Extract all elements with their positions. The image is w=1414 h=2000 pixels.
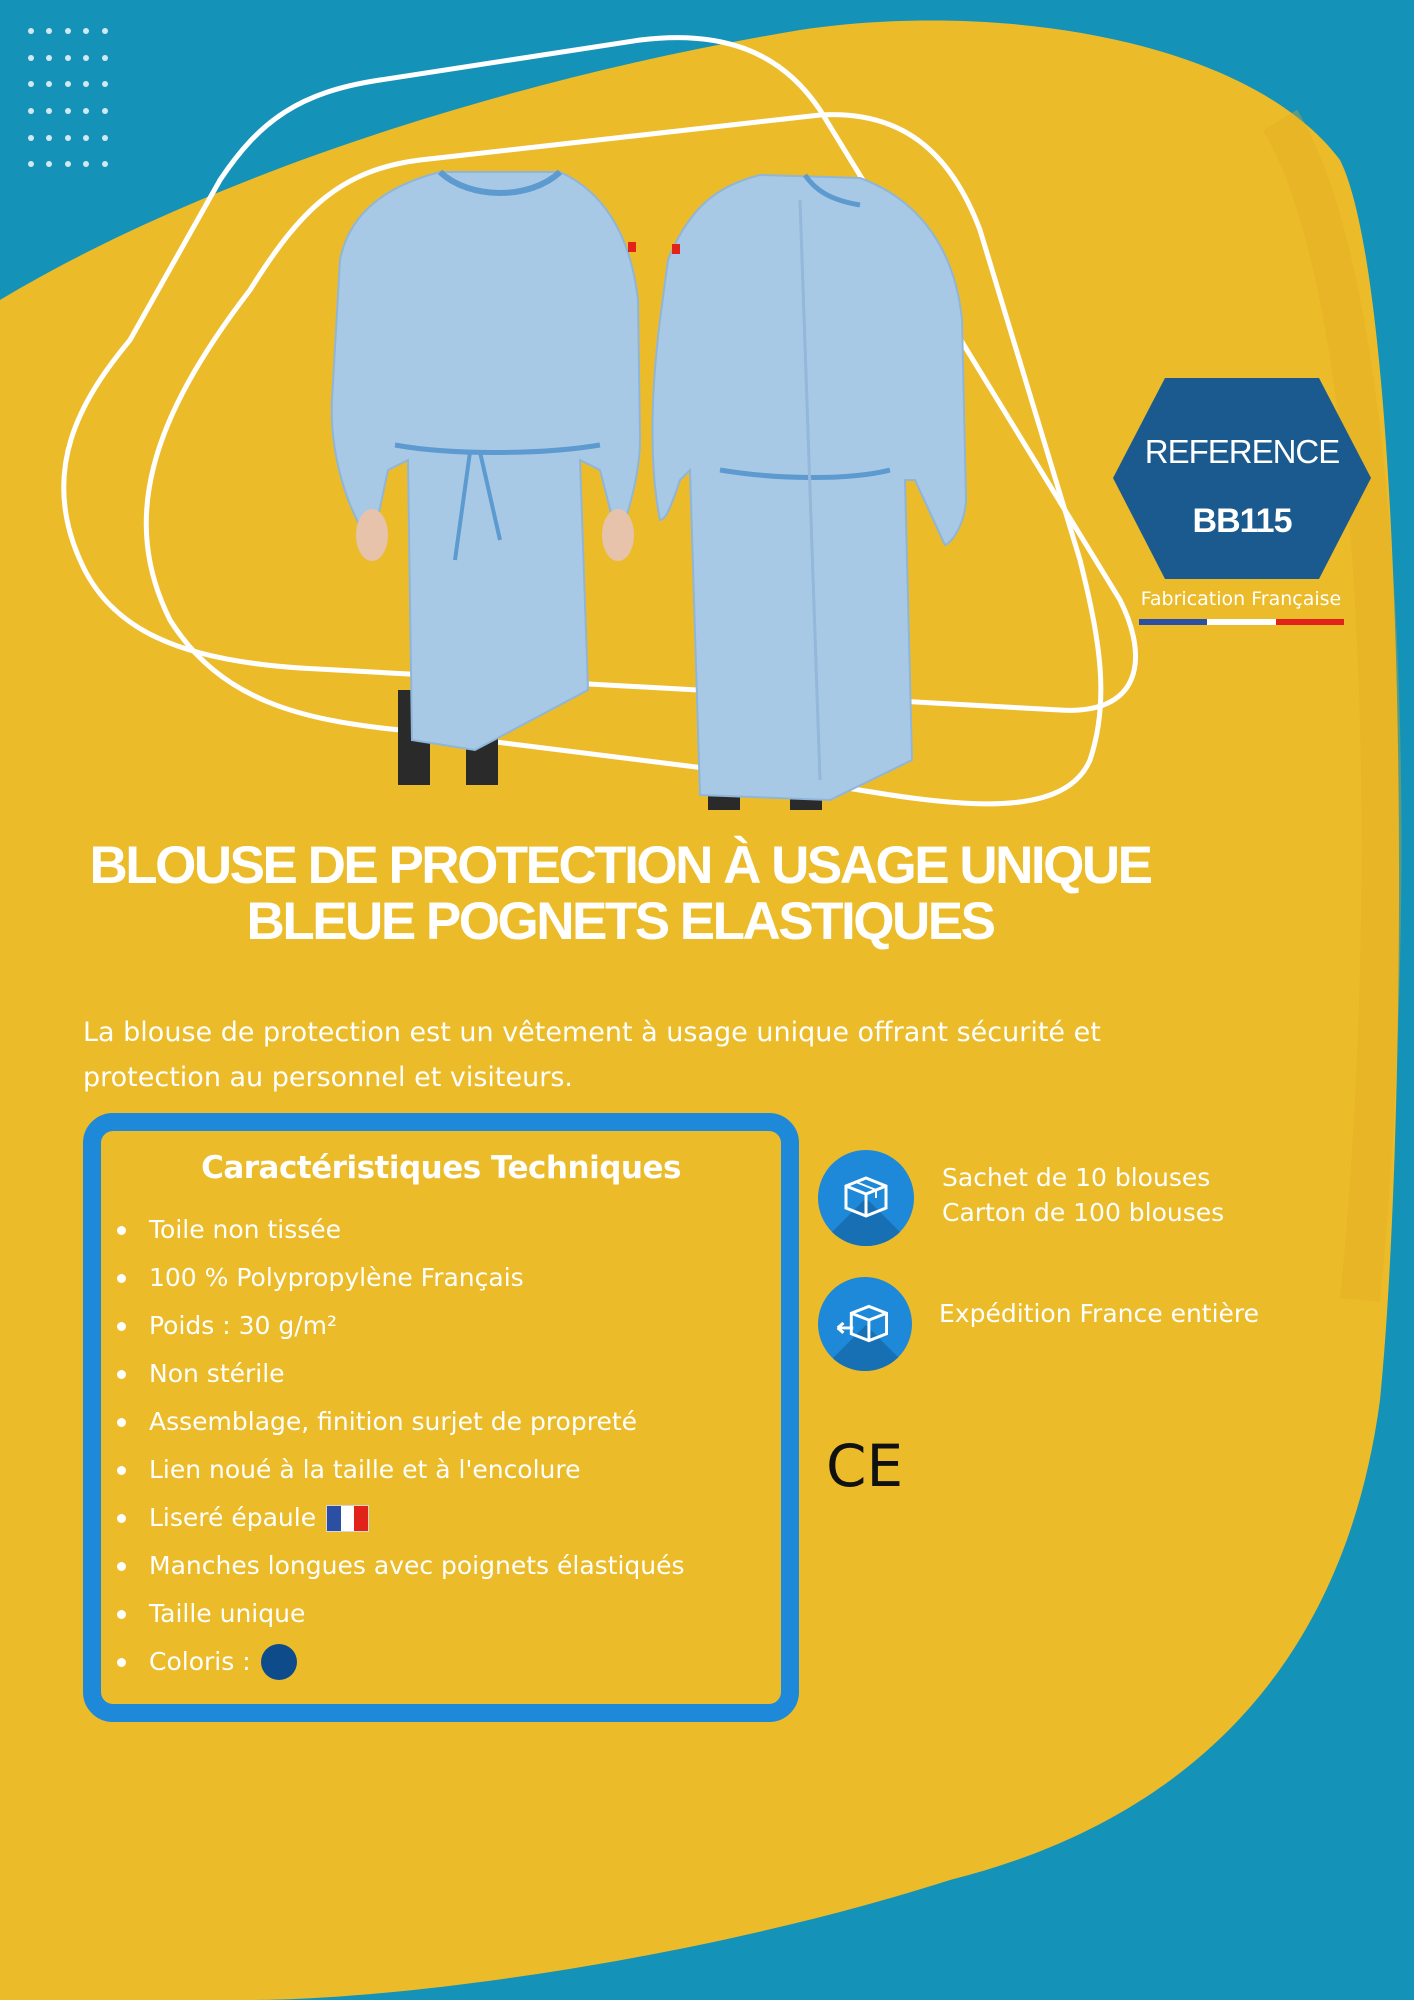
features-title: Caractéristiques Techniques <box>201 1150 681 1186</box>
front-gown-image <box>332 172 640 750</box>
packaging-line1: Sachet de 10 blouses <box>942 1163 1211 1192</box>
list-item: Lien noué à la taille et à l'encolure <box>117 1446 777 1494</box>
product-intro <box>83 1010 1183 1100</box>
packaging-line2: Carton de 100 blouses <box>942 1198 1225 1227</box>
product-title-line2: BLEUE POGNETS ELASTIQUES <box>246 892 994 951</box>
list-item: Taille unique <box>117 1590 777 1638</box>
list-item: Assemblage, finition surjet de propreté <box>117 1398 777 1446</box>
list-item: Poids : 30 g/m² <box>117 1302 777 1350</box>
ce-mark-icon <box>826 1434 906 1494</box>
packaging-text <box>942 1160 1224 1230</box>
list-item: Coloris : <box>117 1638 777 1686</box>
shipping-box-icon <box>818 1277 912 1371</box>
intro-line1: La blouse de protection est un vêtement à usage unique offrant sécurité et <box>83 1017 1101 1048</box>
made-in-france-label: Fabrication Française <box>1140 588 1342 610</box>
ce-mark-text: CE <box>826 1434 904 1494</box>
reference-hexagon <box>1113 378 1371 579</box>
reference-code: BB115 <box>1192 502 1292 540</box>
features-list <box>117 1206 777 1686</box>
back-gown-image <box>653 175 967 800</box>
list-item: Manches longues avec poignets élastiqués <box>117 1542 777 1590</box>
french-flag-icon <box>326 1505 369 1532</box>
product-title-line1: BLOUSE DE PROTECTION À USAGE UNIQUE <box>89 836 1151 895</box>
reference-label: REFERENCE <box>1144 433 1340 470</box>
product-title <box>40 838 1200 950</box>
list-item: Liseré épaule <box>117 1494 777 1542</box>
color-swatch <box>261 1644 297 1680</box>
shipping-text: Expédition France entière <box>939 1299 1260 1328</box>
list-item: 100 % Polypropylène Français <box>117 1254 777 1302</box>
list-item: Non stérile <box>117 1350 777 1398</box>
list-item: Toile non tissée <box>117 1206 777 1254</box>
box-icon <box>818 1150 914 1246</box>
intro-line2: protection au personnel et visiteurs. <box>83 1062 573 1093</box>
french-flag-line <box>1139 619 1344 625</box>
